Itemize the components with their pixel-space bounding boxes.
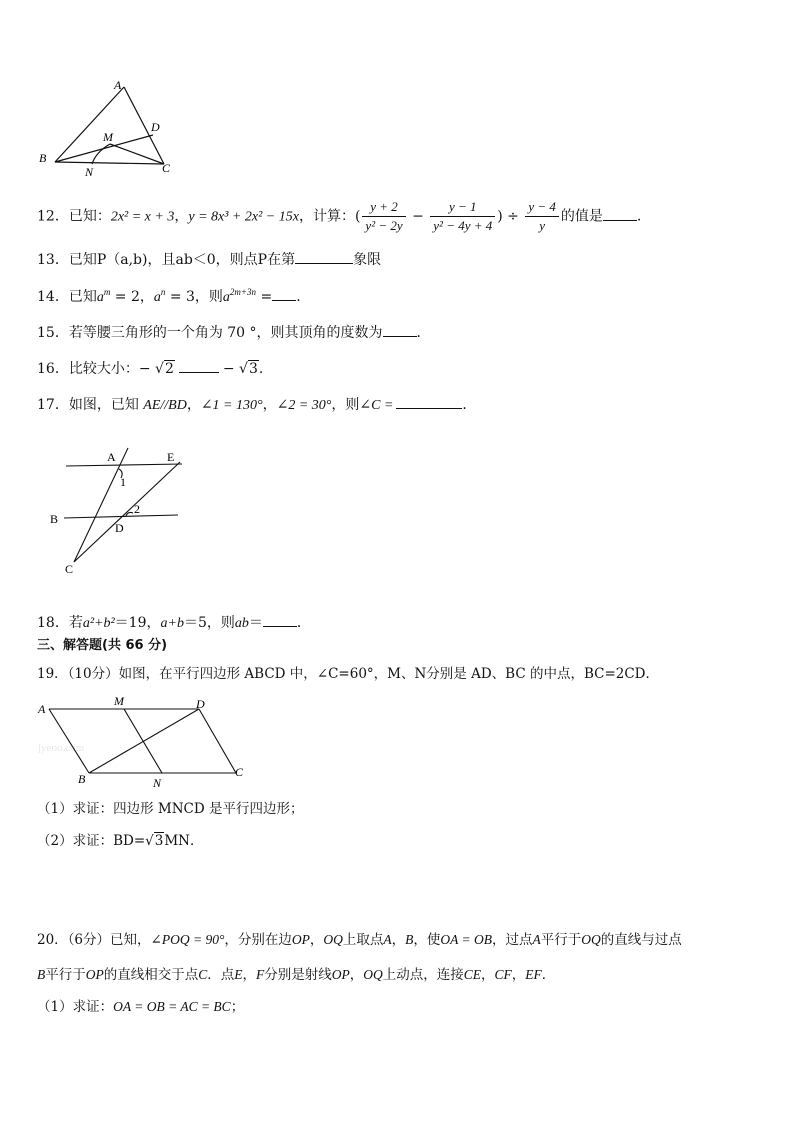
q19-part2-sqrt: √3 <box>145 833 164 849</box>
q12-sep1: ， <box>174 208 189 225</box>
q16-a-sign: − <box>138 361 151 377</box>
question-20-line-1 <box>37 930 682 950</box>
q14-end: . <box>296 289 301 305</box>
figure-q19-parallelogram <box>34 690 259 790</box>
q20-point-b: B <box>405 932 414 947</box>
q14-eq1: = 2 <box>110 289 140 305</box>
q12-frac3-den: y <box>539 218 546 233</box>
q20-comma: ， <box>391 932 406 948</box>
figure-q17-parallel-lines <box>44 442 194 582</box>
question-12: 12．已知：2x² = x + 3，y = 8x³ + 2x² − 15x，计算：( $\frac{y + 2}{\text{y² − 2y}}$ − $\frac{y - 1}{\text{y² − 4y + 4}}$ ) ÷ $\frac{y - 4}{y}$ 的值是 . <box>37 199 642 233</box>
q18-answer-blank[interactable] <box>263 612 297 627</box>
q14-answer-blank[interactable] <box>272 286 296 301</box>
fig17-label-E: E <box>167 450 175 464</box>
q16-a-sqrt: √2 <box>155 361 174 377</box>
question-13 <box>37 249 381 270</box>
q16-b-sqrt: √3 <box>239 361 258 377</box>
q17-prefix: 如图，已知 <box>68 397 144 413</box>
q20-part1-prefix: （1）求证： <box>37 999 114 1015</box>
q20-text-m: ． <box>541 967 556 983</box>
q14-mid: ，则 <box>194 289 223 305</box>
question-14 <box>37 286 301 308</box>
q14-exp3: 2m+3n <box>229 287 256 297</box>
q17-cond1: AE//BD <box>143 398 187 413</box>
fig19-label-D: D <box>196 697 205 711</box>
q20-ef: EF <box>525 967 542 982</box>
q20-text-a: （6分）已知， <box>67 932 151 948</box>
q20-text-h: 平行于 <box>45 967 86 983</box>
q20-text-e: ，过点 <box>491 932 533 948</box>
q18-expr1: a²+b² <box>82 616 115 631</box>
q19-part2-suffix: MN． <box>164 833 204 849</box>
label-C: C <box>162 161 171 175</box>
q14-base1: a <box>96 290 104 305</box>
q20-text-g: 的直线与过点 <box>600 932 682 948</box>
q20-part1-end: ； <box>230 999 245 1015</box>
section-title: 三、解答题(共 66 分) <box>37 638 168 653</box>
q12-frac2 <box>430 198 495 235</box>
q14-number: 14． <box>37 289 69 305</box>
q12-prefix: 已知： <box>68 208 111 225</box>
label-M: M <box>103 130 113 144</box>
fig19-label-A: A <box>38 702 46 716</box>
q12-number: 12． <box>37 208 69 225</box>
q20-comma: ， <box>481 967 495 983</box>
q12-frac1-den: y² − 2y <box>365 218 403 233</box>
q17-end: ． <box>462 397 477 413</box>
q20-oq2: OQ <box>581 932 601 947</box>
label-B: B <box>39 151 47 165</box>
q13-text: 已知P（a,b)，且ab＜0，则点P在第 <box>68 252 296 268</box>
fig17-label-C: C <box>65 562 74 576</box>
q13-answer-blank[interactable] <box>295 249 353 264</box>
q12-frac1 <box>362 198 405 235</box>
q17-ask: ∠C = <box>359 398 394 413</box>
q14-sep: ， <box>139 289 154 305</box>
q20-point-f: F <box>256 967 265 982</box>
question-17 <box>37 394 476 416</box>
q20-text-j: ．点 <box>207 967 235 983</box>
q20-op: OP <box>291 932 310 947</box>
q20-text-d: ，使 <box>413 932 441 948</box>
q18-number: 18． <box>37 615 69 631</box>
q19-part2-prefix: （2）求证：BD= <box>37 833 146 849</box>
q16-answer-blank[interactable] <box>179 358 219 373</box>
question-16 <box>37 358 263 379</box>
q16-b-radicand: 3 <box>248 361 258 377</box>
q18-eq1: ＝19， <box>114 615 161 631</box>
q14-eq3: = <box>256 289 273 305</box>
q18-expr3: ab <box>234 616 249 631</box>
label-D: D <box>151 120 160 134</box>
q20-ce: CE <box>463 967 482 982</box>
q19-part2-radicand: 3 <box>154 833 164 849</box>
q14-base3: a <box>222 290 230 305</box>
q17-mid: ，则 <box>331 397 360 413</box>
q20-op2: OP <box>85 967 104 982</box>
q20-point-a: A <box>383 932 392 947</box>
q20-oq3: OQ <box>363 967 383 982</box>
q15-end: ． <box>416 325 431 341</box>
fig19-label-B: B <box>78 772 86 786</box>
q12-end: . <box>636 208 642 225</box>
q14-exp1: m <box>103 287 111 297</box>
label-A: A <box>114 78 122 92</box>
q18-eq3: ＝ <box>248 615 263 631</box>
q13-number: 13． <box>37 252 69 268</box>
q20-text-b: ，分别在边 <box>224 932 292 948</box>
q20-eq: OA = OB <box>440 932 492 947</box>
q14-exp2: n <box>160 287 166 297</box>
q20-text-c: 上取点 <box>342 932 384 948</box>
q14-eq2: = 3 <box>165 289 195 305</box>
fig17-label-A: A <box>107 450 116 464</box>
q19-part-1: （1）求证：四边形 MNCD 是平行四边形； <box>37 801 304 817</box>
q20-angle: ∠POQ = 90° <box>150 932 225 947</box>
q18-end: ． <box>296 615 311 631</box>
q15-number: 15． <box>37 325 69 341</box>
q12-frac1-num: y + 2 <box>362 198 405 217</box>
q17-answer-blank[interactable] <box>396 394 462 409</box>
fig19-label-N: N <box>153 776 162 790</box>
q20-text-i: 的直线相交于点 <box>103 967 199 983</box>
question-20-line-2 <box>37 965 555 985</box>
label-N: N <box>85 165 94 179</box>
q20-text-k: 分别是射线 <box>264 967 332 983</box>
q17-sep1: ， <box>186 397 201 413</box>
question-18 <box>37 612 311 634</box>
q12-frac2-den: y² − 4y + 4 <box>433 218 493 233</box>
q12-eq1: 2x² = x + 3 <box>110 209 175 225</box>
q17-cond3: ∠2 = 30° <box>276 398 332 413</box>
q16-b-sign: − <box>222 361 235 377</box>
q20-point-e: E <box>234 967 243 982</box>
q19-number: 19． <box>37 666 68 682</box>
q20-oq: OQ <box>323 932 343 947</box>
q17-sep2: ， <box>262 397 277 413</box>
q15-answer-blank[interactable] <box>383 322 417 337</box>
q20-text-f: 平行于 <box>540 932 582 948</box>
question-20-part-1 <box>37 997 244 1017</box>
q20-comma: ， <box>511 967 526 983</box>
figure-triangle-abc <box>30 72 190 182</box>
q20-point-a2: A <box>532 932 541 947</box>
q20-point-c: C <box>198 967 208 982</box>
fig19-label-C: C <box>235 765 244 779</box>
q17-number: 17． <box>37 397 69 413</box>
q12-frac3-num: y − 4 <box>525 198 559 217</box>
q20-comma: ， <box>242 967 257 983</box>
q18-eq2: ＝5，则 <box>183 615 235 631</box>
q20-text-l: 上动点，连接 <box>382 967 464 983</box>
q13-suffix: 象限 <box>353 252 382 268</box>
q20-comma: ， <box>309 932 324 948</box>
fig17-label-1: 1 <box>120 475 126 489</box>
q17-cond2: ∠1 = 130° <box>200 398 263 413</box>
q20-part1-eq: OA = OB = AC = BC <box>113 999 231 1014</box>
fig19-label-M: M <box>114 694 124 708</box>
fig17-label-D: D <box>115 521 124 535</box>
q16-prefix: 比较大小： <box>68 361 139 377</box>
q20-cf: CF <box>494 967 512 982</box>
q12-suffix: 的值是 <box>560 208 603 225</box>
fig19-watermark: jyeoo.com <box>38 742 85 754</box>
q15-text: 若等腰三角形的一个角为 70 °，则其顶角的度数为 <box>68 325 383 341</box>
question-19 <box>37 664 659 684</box>
q19-part-2 <box>37 831 204 851</box>
q18-expr2: a+b <box>160 616 184 631</box>
q18-prefix: 若 <box>68 615 83 631</box>
q16-number: 16． <box>37 361 69 377</box>
q12-frac2-num: y − 1 <box>430 198 495 217</box>
question-15 <box>37 322 431 343</box>
q14-prefix: 已知 <box>68 289 97 305</box>
q20-comma: ， <box>349 967 364 983</box>
q20-op3: OP <box>331 967 350 982</box>
q16-a-radicand: 2 <box>164 361 174 377</box>
q16-end: . <box>258 361 264 377</box>
q12-sep2: ，计算： <box>298 208 355 225</box>
q12-eq2: y = 8x³ + 2x² − 15x <box>188 209 299 225</box>
q14-base2: a <box>153 290 161 305</box>
fig17-label-2: 2 <box>134 502 140 516</box>
q19-text: （10分）如图，在平行四边形 ABCD 中，∠C=60°，M、N分别是 AD、BC 的中点，BC=2CD． <box>67 666 659 682</box>
q20-number: 20． <box>37 932 68 948</box>
q12-answer-blank[interactable] <box>603 206 637 221</box>
fig17-label-B: B <box>50 512 59 526</box>
q20-point-b2: B <box>37 967 46 982</box>
q12-frac3 <box>525 198 559 235</box>
